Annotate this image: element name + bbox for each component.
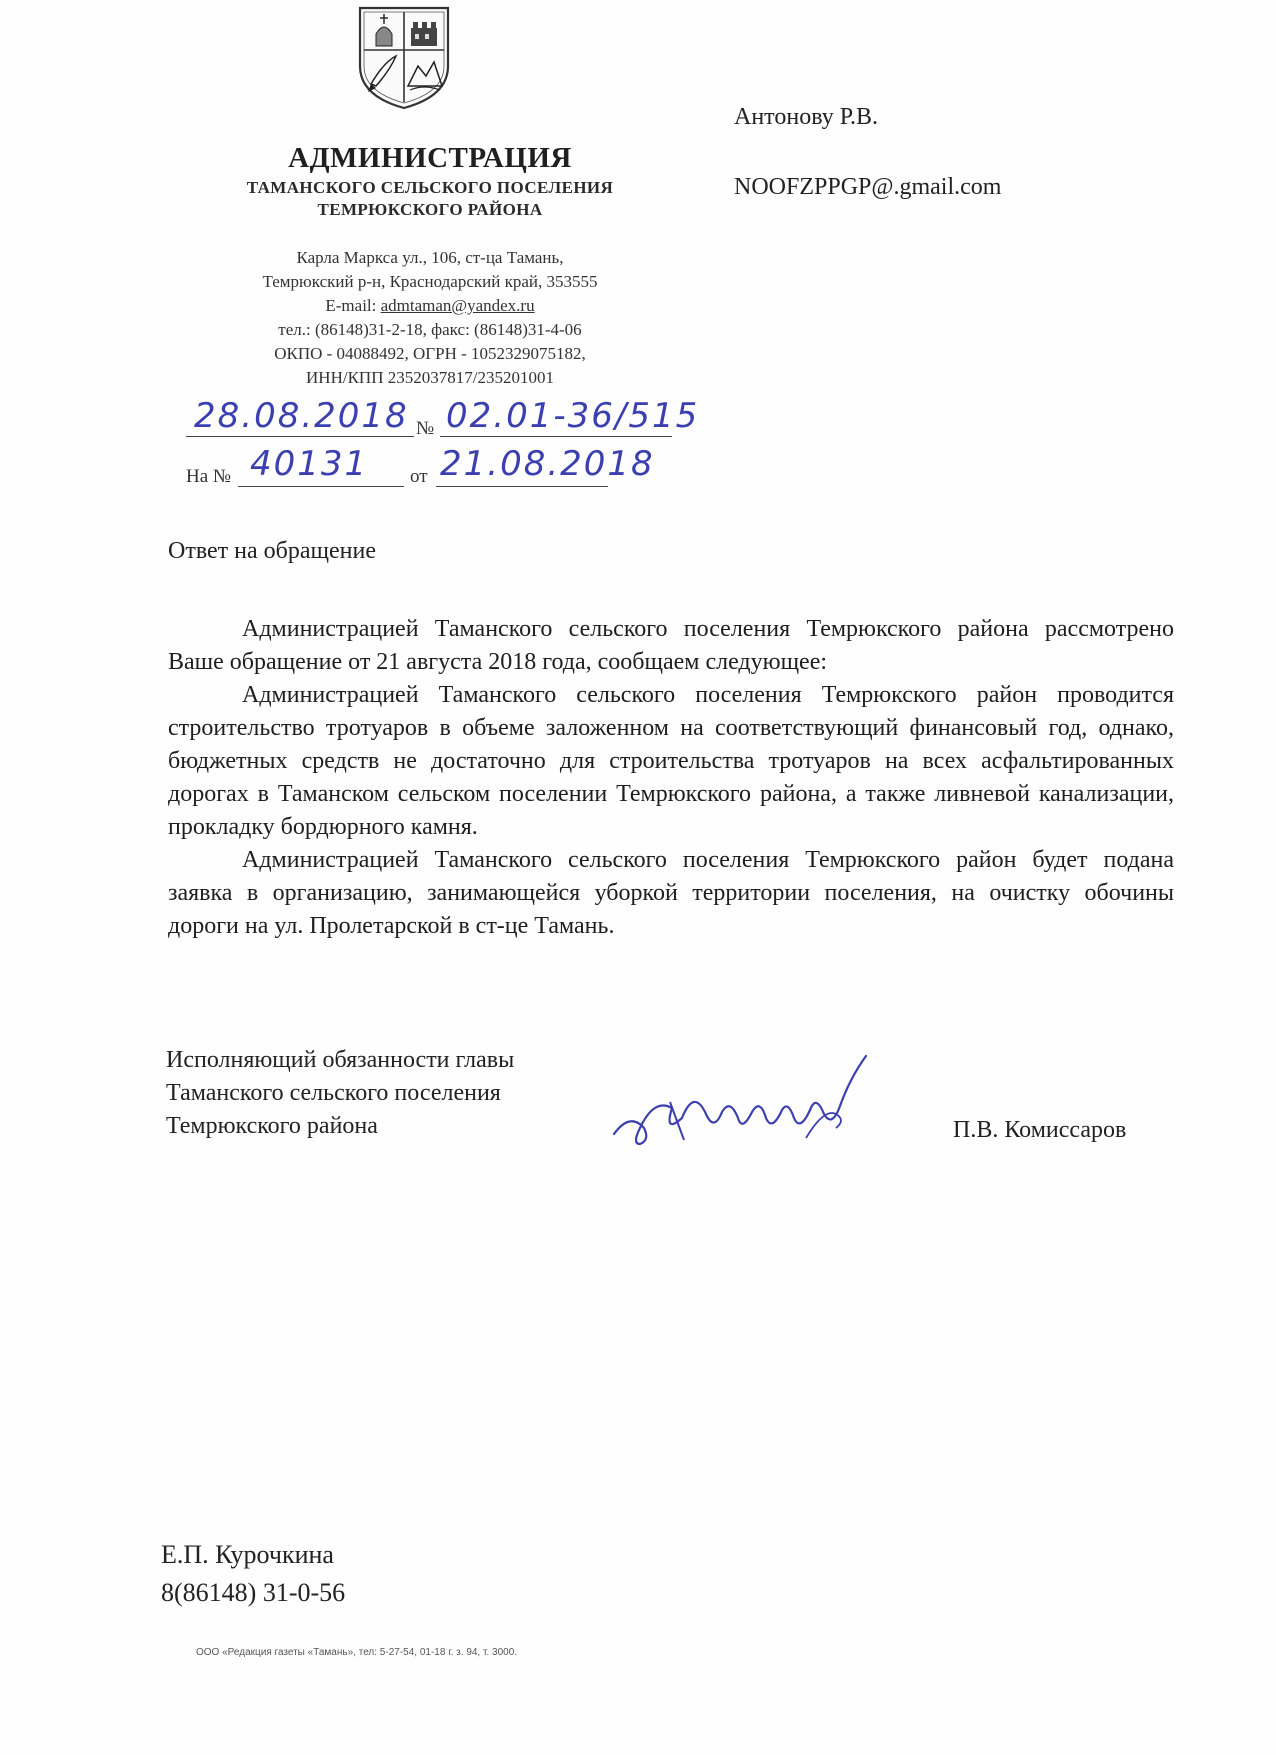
email-label: E-mail: [325, 296, 381, 315]
email-line [150, 294, 710, 318]
address-line-2: Темрюкский р-н, Краснодарский край, 353555 [262, 272, 598, 291]
reply-date: 21.08.2018 [440, 444, 655, 484]
printer-footer: ООО «Редакция газеты «Тамань», тел: 5-27-54, 01-18 г. з. 94, т. 3000. [196, 1647, 518, 1658]
letter-subject: Ответ на обращение [168, 538, 376, 564]
body-paragraph-3: Администрацией Таманского сельского поселения Темрюкского район будет подана заявка в организацию, занимающейся уборкой территории поселения, на очистку обочины дороги на ул. Пролетарской в ст-це Тамань. [168, 847, 1174, 939]
reg-date-underline [186, 436, 414, 437]
inn-line: ИНН/КПП 2352037817/235201001 [306, 368, 554, 387]
reply-date-underline [436, 486, 608, 487]
body-paragraph-1: Администрацией Таманского сельского поселения Темрюкского района рассмотрено Ваше обращение от 21 августа 2018 года, сообщаем следующее: [168, 616, 1174, 675]
reg-number: 02.01-36/515 [446, 396, 700, 436]
reply-number: 40131 [250, 444, 369, 484]
signer-title-line-1: Исполняющий обязанности главы [166, 1047, 515, 1073]
email-link[interactable]: admtaman@yandex.ru [380, 296, 535, 315]
org-subtitle-1: ТАМАНСКОГО СЕЛЬСКОГО ПОСЕЛЕНИЯ [246, 178, 614, 197]
coat-of-arms-icon [354, 4, 454, 112]
reg-date: 28.08.2018 [194, 396, 409, 436]
reply-from-label: от [410, 466, 428, 487]
codes-line: ОКПО - 04088492, ОГРН - 1052329075182, [274, 344, 586, 363]
handwritten-signature-icon [610, 1048, 890, 1158]
reply-number-label: На № [186, 466, 232, 487]
recipient-email: NOOFZPPGP@.gmail.com [734, 174, 1002, 200]
signer-name: П.В. Комиссаров [953, 1117, 1127, 1143]
body-paragraph-2: Администрацией Таманского сельского поселения Темрюкского район проводится строительство тротуаров в объеме заложенном на соответствующий финансовый год, однако, бюджетных средств не достаточно для строительства тротуаров на всех асфальтированных дорогах в Таманском сельском поселении Темрюкского района, а также ливневой канализации, прокладку бордюрного камня. [168, 682, 1174, 840]
signer-title-line-3: Темрюкского района [166, 1113, 378, 1139]
reg-number-underline [440, 436, 672, 437]
letter-body [168, 613, 1174, 943]
reg-number-label: № [416, 418, 435, 439]
executor-name: Е.П. Курочкина [161, 1540, 334, 1569]
reply-number-underline [238, 486, 404, 487]
recipient-name: Антонову Р.В. [734, 104, 879, 130]
signer-title-line-2: Таманского сельского поселения [166, 1080, 501, 1106]
phone-line: тел.: (86148)31-2-18, факс: (86148)31-4-06 [278, 320, 582, 339]
org-title: АДМИНИСТРАЦИЯ [288, 142, 572, 174]
org-subtitle-2: ТЕМРЮКСКОГО РАЙОНА [317, 200, 543, 219]
address-line-1: Карла Маркса ул., 106, ст-ца Тамань, [296, 248, 564, 267]
executor-phone: 8(86148) 31-0-56 [161, 1578, 346, 1607]
